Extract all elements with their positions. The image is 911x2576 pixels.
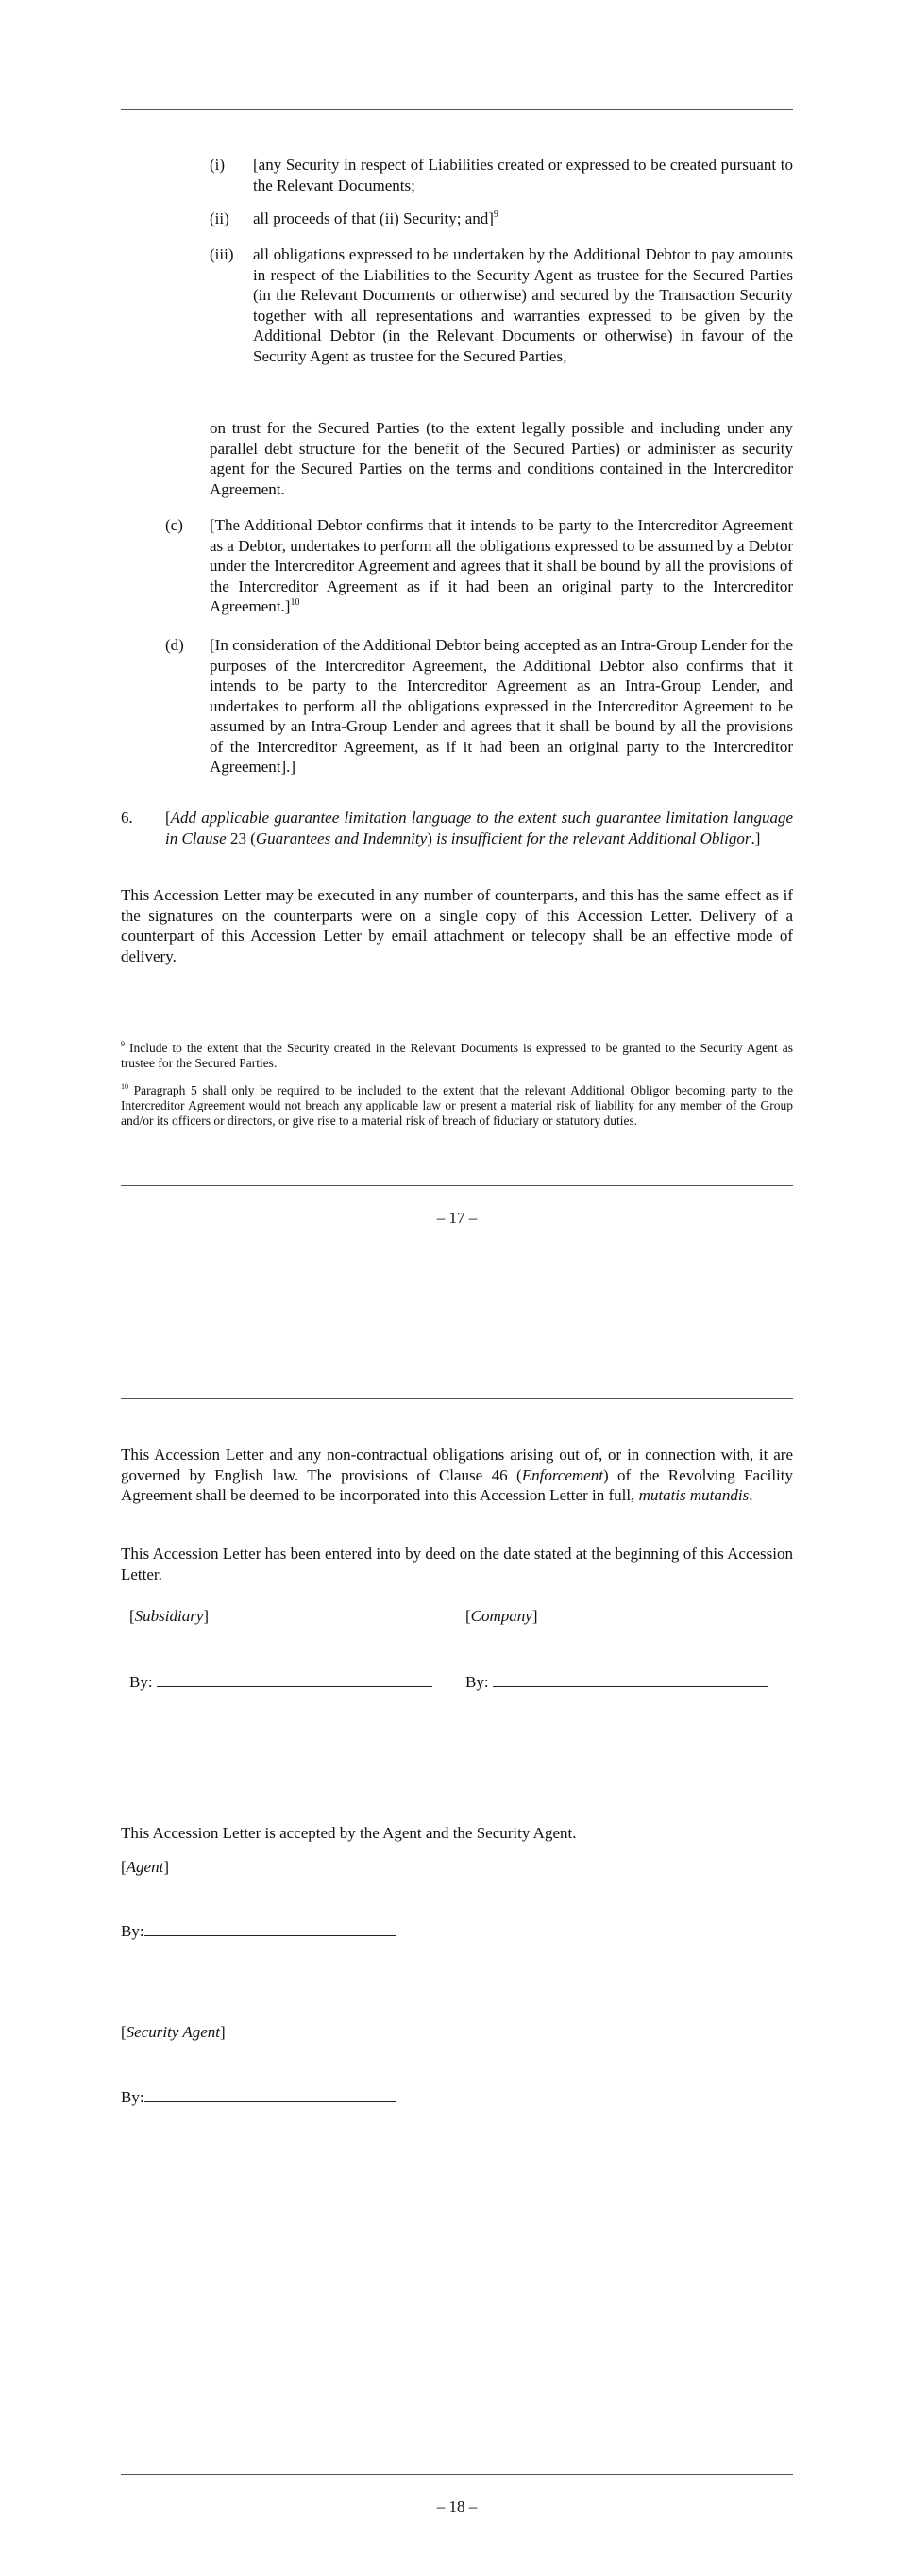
subsidiary-signature-line[interactable]: By:: [129, 1672, 432, 1693]
item-iii-number: (iii): [210, 245, 234, 263]
security-agent-signature-line[interactable]: By:: [121, 2087, 396, 2108]
subsidiary-name: [Subsidiary]: [129, 1607, 210, 1625]
item-c-number: (c): [165, 516, 183, 534]
agent-signature-line[interactable]: By:: [121, 1921, 396, 1942]
agent-name: [Agent]: [121, 1858, 169, 1876]
page-18-header-rule: [121, 1398, 793, 1399]
page-17-footer-rule: [121, 1185, 793, 1186]
item-i-text: [any Security in respect of Liabilities created or expressed to be created pursuant to the Relevant Documents;: [253, 156, 793, 194]
acceptance-paragraph: This Accession Letter is accepted by the Agent and the Security Agent.: [121, 1824, 577, 1842]
footnote-ref-10[interactable]: 10: [290, 597, 300, 608]
security-agent-name: [Security Agent]: [121, 2023, 226, 2041]
deed-paragraph: This Accession Letter has been entered into by deed on the date stated at the beginning of this Accession Letter.: [121, 1545, 793, 1583]
item-6-text: [Add applicable guarantee limitation language to the extent such guarantee limitation language in Clause 23 (Guarantees and Indemnity) is insufficient for the relevant Additional Obligor.]: [165, 809, 793, 847]
footnote-9: $^9$ Include to the extent that the Security created in the Relevant Documents is expressed to be granted to the Security Agent as trustee for the Secured Parties.: [121, 1040, 793, 1070]
item-i-number: (i): [210, 156, 226, 174]
page-17-header-rule: [121, 109, 793, 110]
item-d-text: [In consideration of the Additional Debtor being accepted as an Intra-Group Lender for the purposes of the Intercreditor Agreement, the Additional Debtor also confirms that it intends to be party to the Intercreditor Agreement as an Intra-Group Lender, and undertakes to perform all the obligations expressed in the Intercreditor Agreement to be assumed by an Intra-Group Lender and agrees that it shall be bound by all the provisions of the Intercreditor Agreement, as if it had been an original party to the Intercreditor Agreement].]: [210, 636, 793, 776]
item-iii-text: all obligations expressed to be undertaken by the Additional Debtor to pay amounts in respect of the Liabilities to the Security Agent as trustee for the Secured Parties (in the Relevant Documents or otherwise) and secured by the Transaction Security together with all representations and warranties expressed to be given by the Additional Debtor (in the Relevant Documents or otherwise) in favour of the Security Agent as trustee for the Secured Parties,: [253, 245, 793, 365]
page-number-17: – 17 –: [436, 1209, 478, 1227]
item-ii-text: all proceeds of that (ii) Security; and]$^9$: [253, 209, 498, 227]
footnote-10: $^{10}$ Paragraph 5 shall only be required to be included to the extent that the relevant Additional Obligor becoming party to the Intercreditor Agreement would not breach any applicable law or present a material risk of liability for any member of the Group and/or its officers or directors, or give rise to a material risk of breach of fiduciary or statutory duties.: [121, 1082, 793, 1128]
item-c-text: [The Additional Debtor confirms that it intends to be party to the Intercreditor Agreement as a Debtor, undertakes to perform all the obligations expressed to be assumed by a Debtor under the Intercreditor Agreement and agrees that it shall be bound by all the provisions of the Intercreditor Agreement as if it had been an original party to the Intercreditor Agreement.]$^{10}$: [210, 516, 793, 615]
company-signature-line[interactable]: By:: [465, 1672, 768, 1693]
footnote-ref-9[interactable]: 9: [493, 209, 498, 220]
page-number-18: – 18 –: [436, 2498, 478, 2516]
company-name: [Company]: [465, 1607, 538, 1625]
item-d-number: (d): [165, 636, 184, 654]
item-ii-number: (ii): [210, 209, 229, 227]
governing-law-paragraph: This Accession Letter and any non-contractual obligations arising out of, or in connection with, it are governed by English law. The provisions of Clause 46 (Enforcement) of the Revolving Facility Agreement shall be deemed to be incorporated into this Accession Letter in full, mutatis mutandis.: [121, 1446, 793, 1504]
page-18-footer-rule: [121, 2474, 793, 2475]
item-6-number: 6.: [121, 809, 133, 827]
counterparts-paragraph: This Accession Letter may be executed in any number of counterparts, and this has the same effect as if the signatures on the counterparts were on a single copy of this Accession Letter. Delivery of a counterpart of this Accession Letter by email attachment or telecopy shall be an effective mode of delivery.: [121, 886, 793, 965]
trust-paragraph: on trust for the Secured Parties (to the extent legally possible and including under any parallel debt structure for the benefit of the Secured Parties) or administer as security agent for the Secured Parties on the terms and conditions contained in the Intercreditor Agreement.: [210, 419, 793, 498]
